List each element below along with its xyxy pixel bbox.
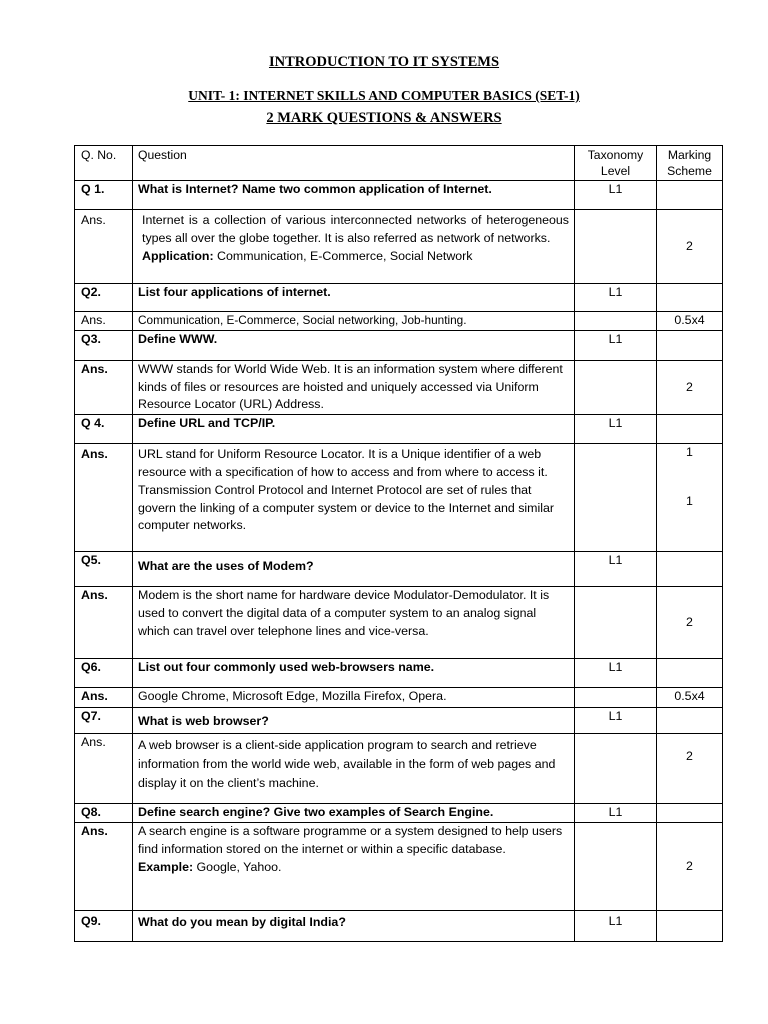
answer-row (75, 823, 723, 911)
question-number: Q 1. (75, 181, 133, 210)
answer-text: WWW stands for World Wide Web. It is an information system where different kinds of files or resources are hoisted and uniquely accessed via Uniform Resource Locator (URL) Address. (133, 360, 575, 414)
marking-value: 2 (657, 587, 723, 659)
section-subtitle: 2 MARK QUESTIONS & ANSWERS (266, 110, 502, 126)
header-question: Question (133, 146, 575, 181)
question-number: Q5. (75, 552, 133, 587)
answer-row (75, 688, 723, 708)
answer-label: Ans. (75, 360, 133, 414)
marking-value: 0.5x4 (657, 688, 723, 708)
marking-value: 2 (657, 823, 723, 911)
question-text: Define search engine? Give two examples of Search Engine. (133, 804, 575, 823)
question-number: Q9. (75, 911, 133, 942)
answer-text: Internet is a collection of various interconnected networks of heterogeneous types all over the globe together. It is also referred as network of networks. Application: Communication, E-Commerce, Social Network (133, 210, 575, 284)
question-text: What are the uses of Modem? (133, 552, 575, 587)
marking-value: 1 1 (657, 444, 723, 552)
question-row (75, 330, 723, 360)
answer-row (75, 360, 723, 414)
qa-table (74, 145, 723, 942)
answer-label: Ans. (75, 210, 133, 284)
question-number: Q8. (75, 804, 133, 823)
taxonomy-level: L1 (575, 659, 657, 688)
header-marking: Marking Scheme (657, 146, 723, 181)
table-header-row (75, 146, 723, 181)
question-number: Q2. (75, 284, 133, 312)
question-text: Define URL and TCP/IP. (133, 415, 575, 444)
unit-heading: UNIT- 1: INTERNET SKILLS AND COMPUTER BASICS (SET-1) (188, 88, 580, 103)
answer-text: A web browser is a client-side application program to search and retrieve information from the world wide web, available in the form of web pages and display it on the client’s machine. (133, 734, 575, 804)
taxonomy-level: L1 (575, 911, 657, 942)
taxonomy-level: L1 (575, 804, 657, 823)
question-number: Q 4. (75, 415, 133, 444)
marking-value: 2 (657, 360, 723, 414)
question-row (75, 911, 723, 942)
question-text: What do you mean by digital India? (133, 911, 575, 942)
answer-text: Modem is the short name for hardware device Modulator-Demodulator. It is used to convert the digital data of a computer system to an analog signal which can travel over telephone lines and vice-versa. (133, 587, 575, 659)
question-text: What is web browser? (133, 708, 575, 734)
document-title: INTRODUCTION TO IT SYSTEMS (268, 54, 500, 70)
answer-label: Ans. (75, 688, 133, 708)
question-row (75, 659, 723, 688)
question-text: What is Internet? Name two common application of Internet. (133, 181, 575, 210)
question-row (75, 804, 723, 823)
taxonomy-level: L1 (575, 552, 657, 587)
taxonomy-level: L1 (575, 330, 657, 360)
taxonomy-level: L1 (575, 284, 657, 312)
header-qno: Q. No. (75, 146, 133, 181)
question-number: Q6. (75, 659, 133, 688)
answer-text: Communication, E-Commerce, Social networking, Job-hunting. (133, 312, 575, 331)
answer-row (75, 312, 723, 331)
marking-value: 2 (657, 210, 723, 284)
question-text: List out four commonly used web-browsers name. (133, 659, 575, 688)
answer-row (75, 587, 723, 659)
answer-text: Google Chrome, Microsoft Edge, Mozilla Firefox, Opera. (133, 688, 575, 708)
question-row (75, 415, 723, 444)
question-text: Define WWW. (133, 330, 575, 360)
taxonomy-level: L1 (575, 181, 657, 210)
taxonomy-level: L1 (575, 708, 657, 734)
answer-label: Ans. (75, 587, 133, 659)
answer-label: Ans. (75, 444, 133, 552)
answer-text: URL stand for Uniform Resource Locator. It is a Unique identifier of a web resource with a specification of how to access and from where to access it. Transmission Control Protocol and Internet Protocol are set of rules that govern the linking of a computer system or device to the Internet and similar computer networks. (133, 444, 575, 552)
answer-label: Ans. (75, 312, 133, 331)
answer-row (75, 210, 723, 284)
answer-label: Ans. (75, 823, 133, 911)
taxonomy-level: L1 (575, 415, 657, 444)
question-row (75, 552, 723, 587)
question-row (75, 284, 723, 312)
header-taxonomy: Taxonomy Level (575, 146, 657, 181)
marking-value: 0.5x4 (657, 312, 723, 331)
answer-row (75, 734, 723, 804)
question-text: List four applications of internet. (133, 284, 575, 312)
marking-value: 2 (657, 734, 723, 804)
question-number: Q3. (75, 330, 133, 360)
question-number: Q7. (75, 708, 133, 734)
answer-text: A search engine is a software programme or a system designed to help users find information stored on the internet or within a specific database. Example: Google, Yahoo. (133, 823, 575, 911)
question-row (75, 708, 723, 734)
question-row (75, 181, 723, 210)
answer-label: Ans. (75, 734, 133, 804)
answer-row (75, 444, 723, 552)
